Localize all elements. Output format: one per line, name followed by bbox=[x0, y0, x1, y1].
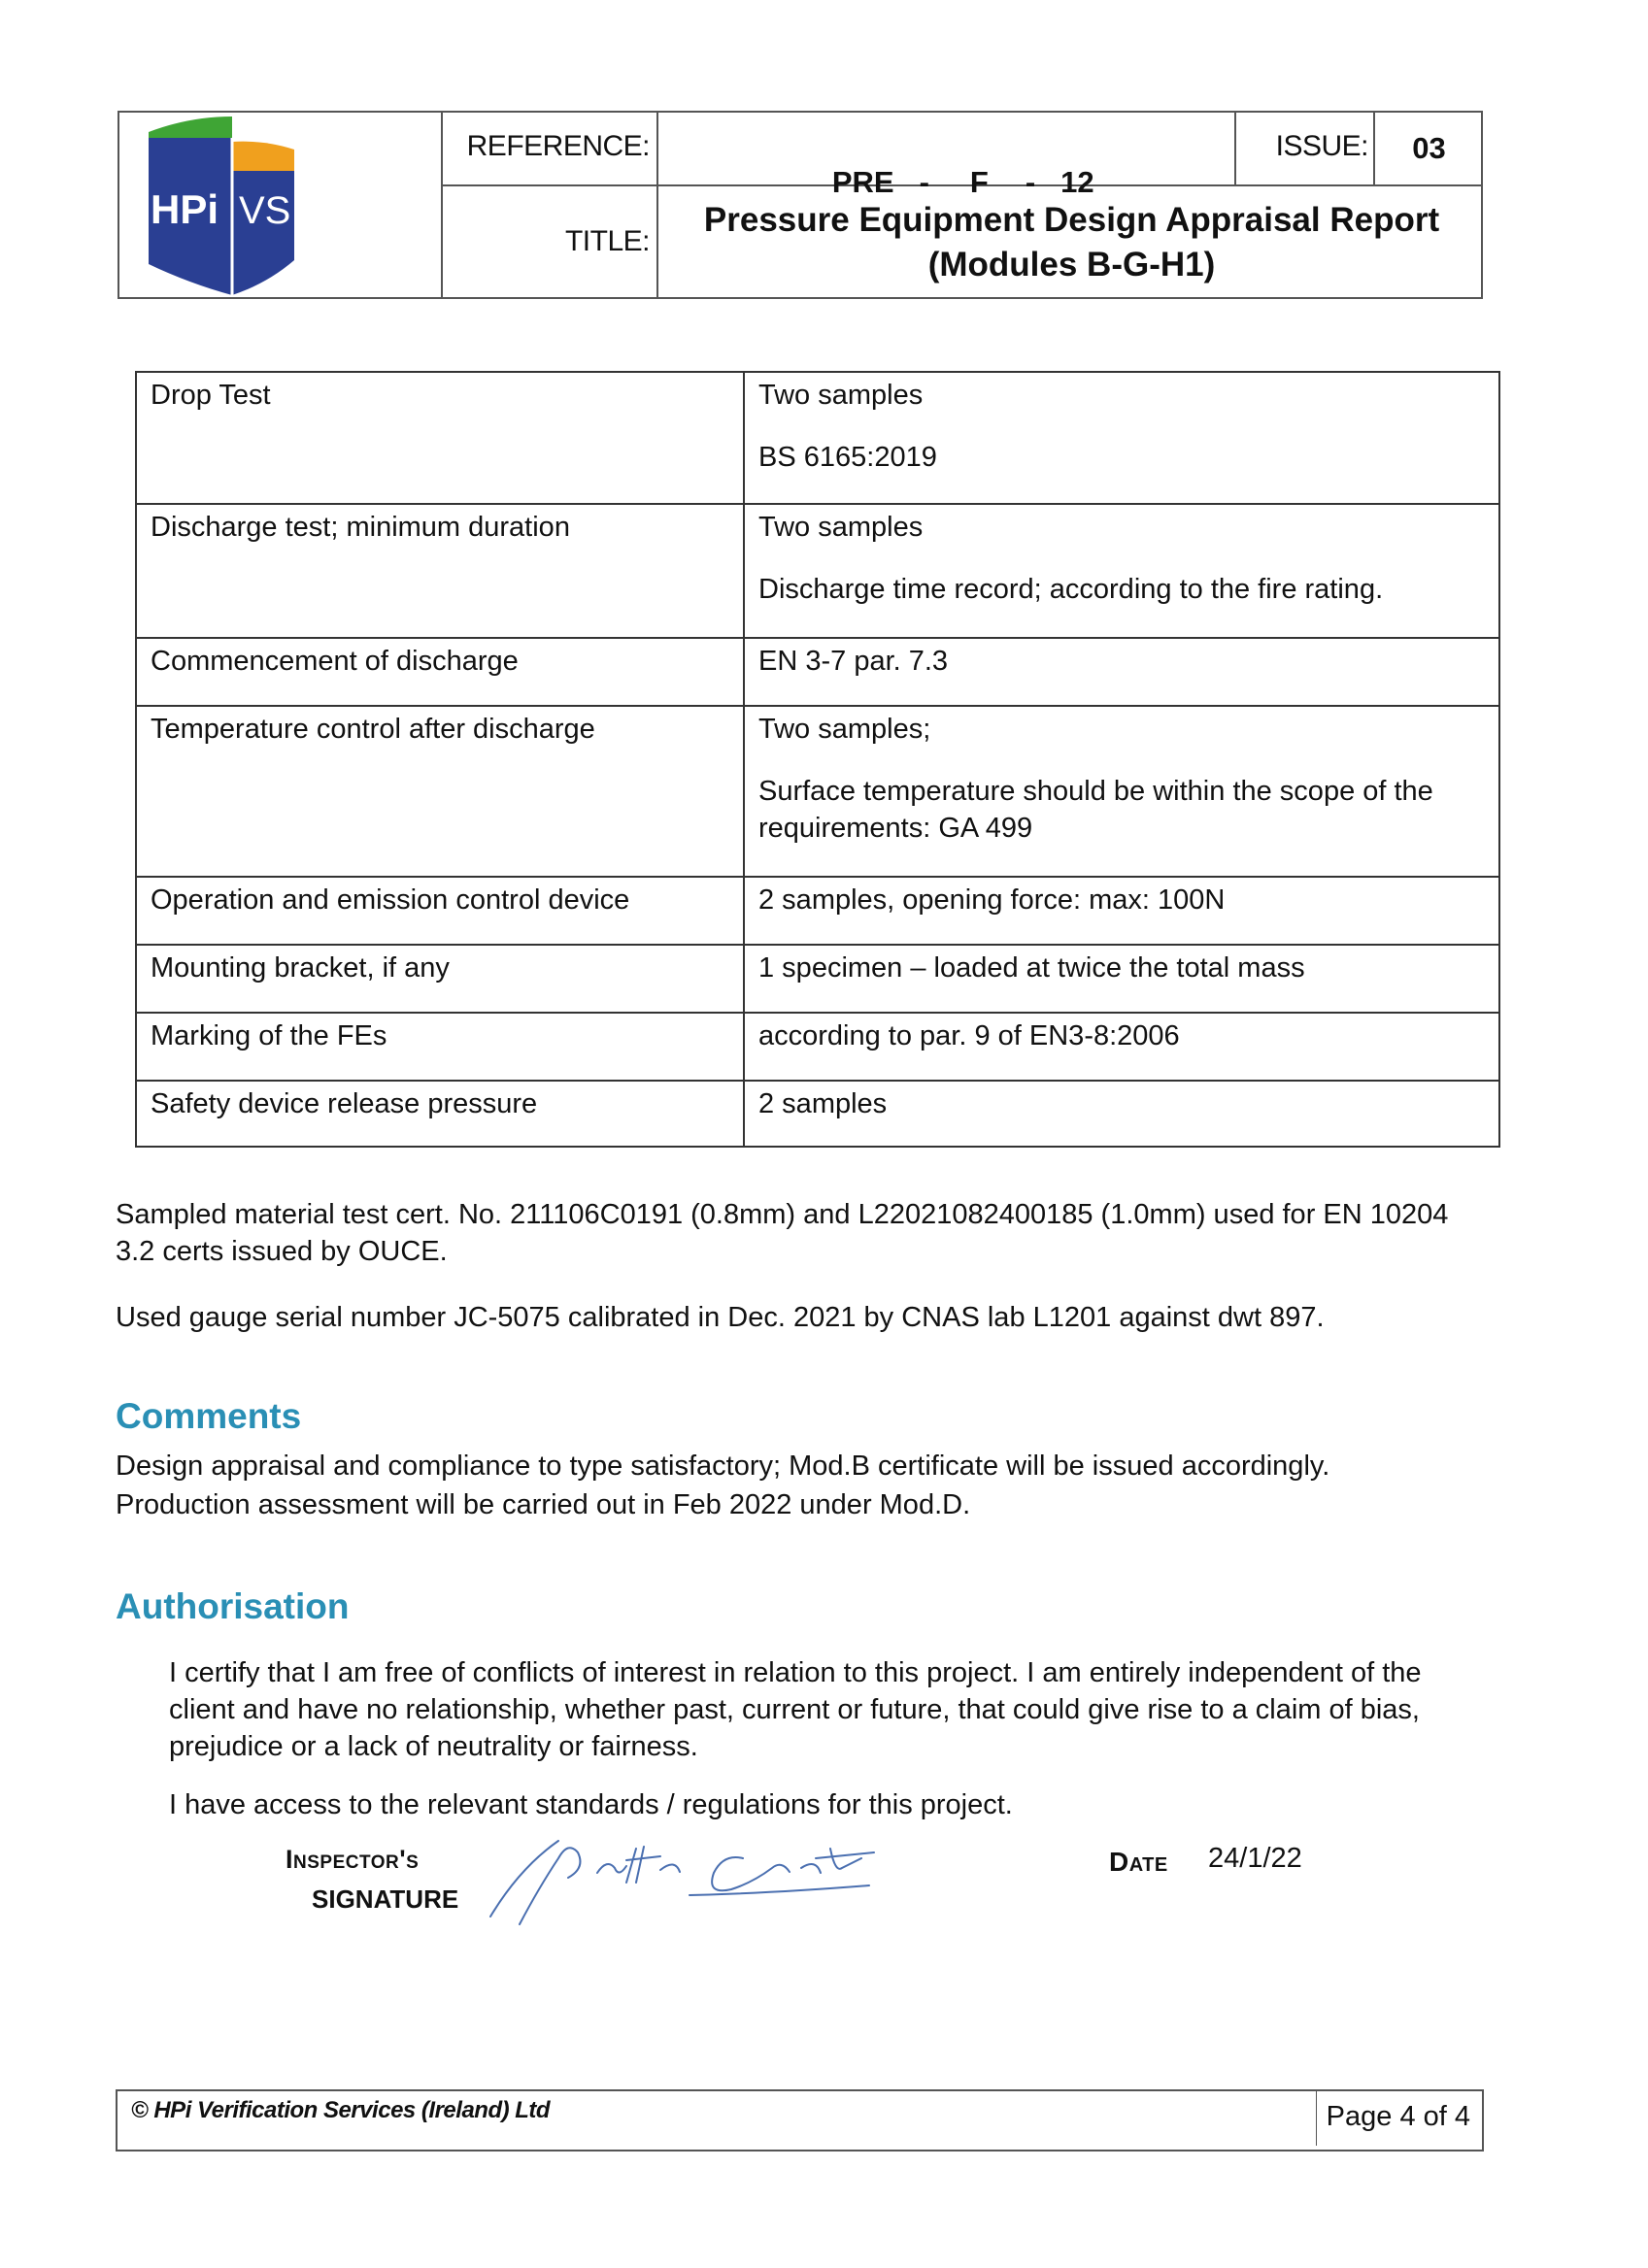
title-label: TITLE: bbox=[564, 225, 650, 257]
issue-label: ISSUE: bbox=[1275, 130, 1368, 162]
reference-label: REFERENCE: bbox=[466, 130, 650, 162]
test-detail: Two samples bbox=[758, 512, 924, 543]
logo-text-right: VS bbox=[239, 189, 291, 232]
test-item: Safety device release pressure bbox=[137, 1081, 744, 1146]
test-item: Drop Test bbox=[137, 373, 744, 504]
table-row bbox=[137, 504, 1498, 638]
test-item: Commencement of discharge bbox=[137, 638, 744, 706]
title-line-1: Pressure Equipment Design Appraisal Report bbox=[703, 201, 1440, 239]
test-detail: 2 samples, opening force: max: 100N bbox=[758, 884, 1226, 916]
test-item: Mounting bracket, if any bbox=[137, 945, 744, 1013]
standards-access-statement: I have access to the relevant standards / regulations for this project. bbox=[169, 1789, 1013, 1820]
issue-value: 03 bbox=[1412, 131, 1446, 165]
test-detail: Two samples bbox=[758, 380, 924, 411]
test-details bbox=[744, 706, 1498, 877]
hpivs-logo bbox=[131, 113, 296, 297]
table-row bbox=[137, 638, 1498, 706]
inspector-signature bbox=[481, 1829, 889, 1936]
test-detail: BS 6165:2019 bbox=[758, 442, 937, 473]
signature-label: SIGNATURE bbox=[312, 1884, 459, 1914]
test-details bbox=[744, 877, 1498, 945]
comments-line-2: Production assessment will be carried out in Feb 2022 under Mod.D. bbox=[116, 1489, 971, 1520]
table-row bbox=[137, 706, 1498, 877]
independence-statement: I certify that I am free of conflicts of interest in relation to this project. I am entirely independent of the client and have no relationship, whether past, current or future, that could give rise to a claim of bias, prejudice or a lack of neutrality or fairness. bbox=[169, 1657, 1422, 1762]
table-row bbox=[137, 877, 1498, 945]
reference-part: - bbox=[919, 165, 929, 199]
page-number: Page 4 of 4 bbox=[1316, 2091, 1470, 2146]
footer-company: © HPi Verification Services (Ireland) Ltd bbox=[131, 2097, 551, 2123]
test-details bbox=[744, 638, 1498, 706]
test-item: Marking of the FEs bbox=[137, 1013, 744, 1081]
document-header bbox=[118, 111, 1483, 299]
test-detail: Two samples; bbox=[758, 714, 931, 745]
date-label: Date bbox=[1109, 1847, 1168, 1877]
reference-part: 12 bbox=[1060, 165, 1094, 199]
test-detail: according to par. 9 of EN3-8:2006 bbox=[758, 1020, 1180, 1051]
test-item: Discharge test; minimum duration bbox=[137, 504, 744, 638]
table-row bbox=[137, 1013, 1498, 1081]
table-row bbox=[137, 373, 1498, 504]
test-details bbox=[744, 373, 1498, 504]
gauge-note: Used gauge serial number JC-5075 calibrated in Dec. 2021 by CNAS lab L1201 against dwt 897. bbox=[116, 1302, 1325, 1333]
test-detail: EN 3-7 par. 7.3 bbox=[758, 646, 949, 677]
document-title bbox=[658, 198, 1485, 287]
test-detail: Discharge time record; according to the fire rating. bbox=[758, 574, 1384, 605]
test-details bbox=[744, 1013, 1498, 1081]
page-footer bbox=[116, 2089, 1484, 2151]
table-row bbox=[137, 1081, 1498, 1146]
inspector-label: Inspector's bbox=[286, 1845, 420, 1874]
comments-heading: Comments bbox=[116, 1396, 302, 1436]
tests-table bbox=[135, 371, 1500, 1148]
date-value: 24/1/22 bbox=[1208, 1843, 1302, 1874]
test-detail: Surface temperature should be within the scope of the requirements: GA 499 bbox=[758, 776, 1433, 844]
test-detail: 1 specimen – loaded at twice the total mass bbox=[758, 952, 1305, 984]
material-cert-note: Sampled material test cert. No. 211106C0191 (0.8mm) and L22021082400185 (1.0mm) used for EN 10204 3.2 certs issued by OUCE. bbox=[116, 1199, 1449, 1267]
test-detail: 2 samples bbox=[758, 1088, 888, 1119]
reference-part: PRE bbox=[831, 165, 894, 199]
test-details bbox=[744, 945, 1498, 1013]
test-details bbox=[744, 504, 1498, 638]
title-line-2: (Modules B-G-H1) bbox=[927, 246, 1216, 284]
test-item: Operation and emission control device bbox=[137, 877, 744, 945]
test-details bbox=[744, 1081, 1498, 1146]
reference-part: - bbox=[1025, 165, 1036, 199]
table-row bbox=[137, 945, 1498, 1013]
logo-text-left: HPi bbox=[151, 186, 219, 232]
test-item: Temperature control after discharge bbox=[137, 706, 744, 877]
authorisation-heading: Authorisation bbox=[116, 1586, 350, 1626]
reference-part: F bbox=[969, 165, 989, 199]
comments-line-1: Design appraisal and compliance to type satisfactory; Mod.B certificate will be issued accordingly. bbox=[116, 1451, 1330, 1482]
